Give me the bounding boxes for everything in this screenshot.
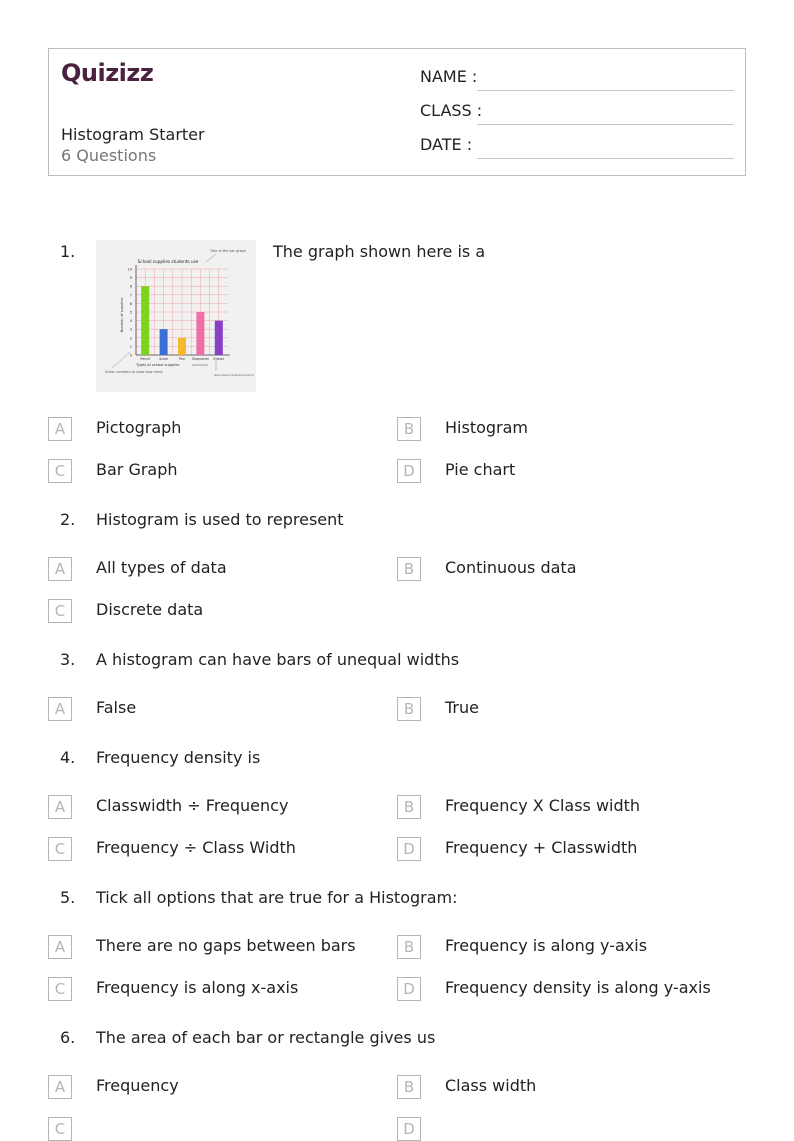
class-field[interactable] (420, 101, 734, 125)
quizizz-logo (61, 58, 181, 88)
logo-text: Quizizz (61, 59, 154, 87)
option-letter: C (48, 1117, 72, 1141)
option-text: Pie chart (445, 460, 516, 479)
option-text: Frequency density is along y-axis (445, 978, 711, 997)
date-line[interactable] (477, 158, 734, 159)
option-letter: B (397, 557, 421, 581)
class-line[interactable] (477, 124, 734, 125)
x-tick-label: Sharpener (191, 357, 209, 361)
option-text: Discrete data (96, 600, 204, 619)
option-text: False (96, 698, 137, 717)
option-letter: C (48, 977, 72, 1001)
option-letter: C (48, 459, 72, 483)
y-tick-label: 1 (129, 344, 132, 349)
y-tick-label: 10 (127, 267, 132, 272)
y-tick-label: 6 (129, 301, 132, 306)
question-number: 1. (60, 242, 76, 261)
option-letter: C (48, 837, 72, 861)
y-tick-label: 0 (129, 353, 132, 358)
y-tick-label: 4 (129, 319, 132, 324)
option-text: Frequency + Classwidth (445, 838, 638, 857)
option-text: Classwidth ÷ Frequency (96, 796, 289, 815)
y-tick-label: 5 (129, 310, 132, 315)
question-number: 4. (60, 748, 76, 767)
annotation-labels: Labels of categories to tell what each bar stands for (214, 373, 255, 377)
option-text: Histogram (445, 418, 528, 437)
bar-graph-figure (96, 240, 256, 392)
question-number: 2. (60, 510, 76, 529)
y-tick-label: 9 (129, 276, 132, 281)
x-tick-label: Pencil (140, 357, 151, 361)
annotation-scale: Scale: numbers to show how many (105, 370, 163, 374)
option-text: Frequency ÷ Class Width (96, 838, 296, 857)
bar-pen (178, 338, 186, 355)
chart-title: School supplies students use (137, 259, 199, 264)
option-letter: B (397, 697, 421, 721)
option-text: Pictograph (96, 418, 182, 437)
y-axis-label: Number of supplies (120, 297, 124, 333)
class-label: CLASS : (420, 101, 483, 120)
y-tick-label: 2 (129, 336, 132, 341)
option-letter: A (48, 935, 72, 959)
option-letter: D (397, 977, 421, 1001)
date-label: DATE : (420, 135, 473, 154)
bar-sharpener (196, 312, 204, 355)
name-field[interactable] (420, 67, 734, 91)
option-text: Frequency is along y-axis (445, 936, 648, 955)
annotation-pointer (112, 352, 130, 368)
option-letter: B (397, 417, 421, 441)
option-letter: D (397, 1117, 421, 1141)
option-text: Class width (445, 1076, 537, 1095)
option-letter: A (48, 557, 72, 581)
question-count: 6 Questions (61, 146, 157, 165)
option-text: Frequency X Class width (445, 796, 641, 815)
option-letter: D (397, 837, 421, 861)
question-number: 5. (60, 888, 76, 907)
question-text: Tick all options that are true for a Histogram: (96, 888, 458, 907)
option-text: Continuous data (445, 558, 577, 577)
option-letter: C (48, 599, 72, 623)
option-letter: A (48, 697, 72, 721)
option-text: All types of data (96, 558, 227, 577)
annotation-pointer (206, 254, 216, 262)
option-letter: D (397, 459, 421, 483)
x-tick-label: Pen (179, 357, 185, 361)
bar-eraser (215, 321, 223, 355)
question-text: A histogram can have bars of unequal widths (96, 650, 460, 669)
worksheet-title: Histogram Starter (61, 125, 205, 144)
question-number: 3. (60, 650, 76, 669)
option-text: There are no gaps between bars (96, 936, 356, 955)
annotation-title: Title of the bar graph (210, 249, 246, 253)
y-tick-label: 3 (129, 327, 132, 332)
y-tick-label: 8 (129, 284, 132, 289)
option-text: Frequency is along x-axis (96, 978, 299, 997)
option-text: True (445, 698, 479, 717)
name-line[interactable] (477, 90, 734, 91)
option-letter: B (397, 935, 421, 959)
y-tick-label: 7 (129, 293, 132, 298)
x-tick-label: Eraser (213, 357, 225, 361)
x-axis-label: Types of school supplies (136, 363, 180, 367)
bar-scale (160, 329, 168, 355)
bar-graph-svg (96, 240, 256, 392)
option-letter: A (48, 795, 72, 819)
option-letter: A (48, 417, 72, 441)
question-number: 6. (60, 1028, 76, 1047)
x-tick-label: Scale (159, 357, 169, 361)
bar-pencil (141, 286, 149, 355)
question-text: Histogram is used to represent (96, 510, 344, 529)
option-text: Frequency (96, 1076, 179, 1095)
worksheet-header (48, 48, 746, 176)
name-label: NAME : (420, 67, 478, 86)
option-letter: B (397, 1075, 421, 1099)
option-letter: B (397, 795, 421, 819)
question-text: Frequency density is (96, 748, 261, 767)
option-letter: A (48, 1075, 72, 1099)
option-text: Bar Graph (96, 460, 178, 479)
question-text: The graph shown here is a (273, 242, 486, 261)
date-field[interactable] (420, 135, 734, 159)
question-text: The area of each bar or rectangle gives us (96, 1028, 436, 1047)
